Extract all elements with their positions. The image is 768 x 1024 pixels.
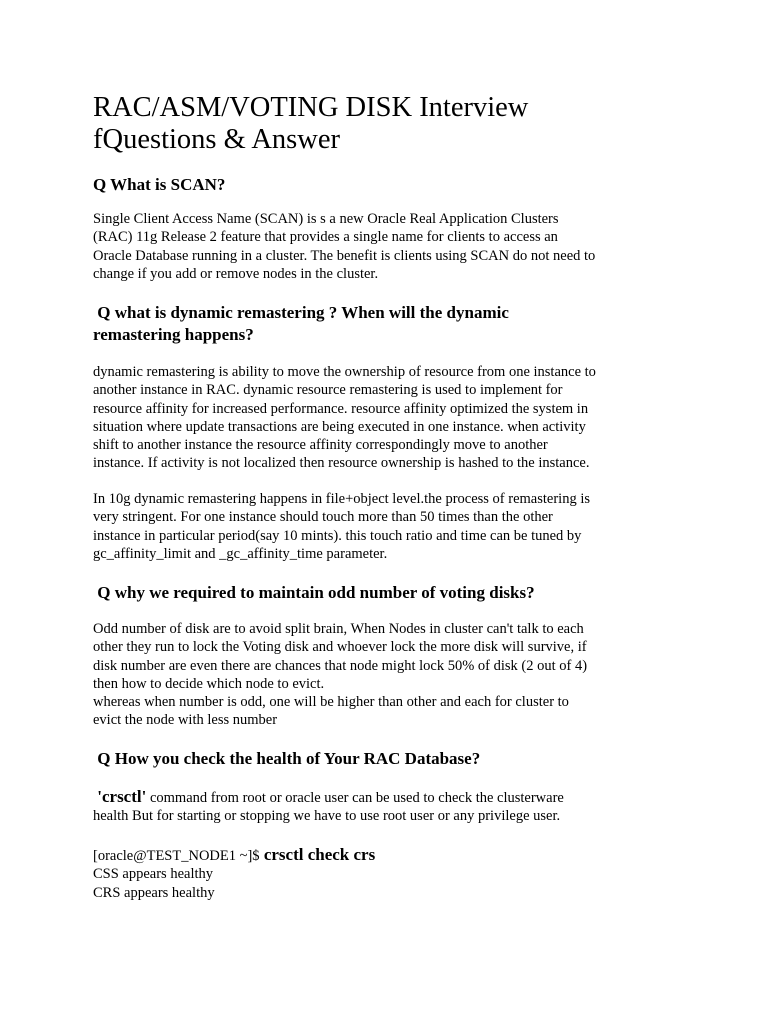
question-heading [93, 174, 225, 196]
answer-line: then how to decide which node to evict. [93, 675, 325, 692]
answer-line: (RAC) 11g Release 2 feature that provides a single name for clients to access an [93, 229, 558, 246]
answer-line: In 10g dynamic remastering happens in file+object level.the process of remastering is [93, 491, 590, 507]
terminal-command-line [93, 846, 375, 865]
question-line: Q How you check the health of Your RAC Database? [93, 749, 481, 768]
question-line: Q why we required to maintain odd number of voting disks? [93, 583, 535, 602]
question-line: remastering happens? [93, 325, 254, 344]
answer-line: Single Client Access Name (SCAN) is s a new Oracle Real Application Clusters [93, 211, 559, 227]
document-title [93, 92, 528, 156]
question-line: Q what is dynamic remastering ? When will the dynamic [93, 303, 509, 322]
question-heading [93, 302, 509, 346]
command-name: 'crsctl' [93, 787, 147, 806]
shell-prompt: [oracle@TEST_NODE1 ~]$ [93, 848, 260, 864]
title-line: fQuestions & Answer [93, 124, 340, 155]
answer-paragraph [93, 363, 596, 473]
answer-line: another instance in RAC. dynamic resource remastering is used to implement for [93, 382, 563, 399]
answer-line [93, 788, 564, 807]
answer-paragraph [93, 490, 590, 563]
answer-text: command from root or oracle user can be used to check the clusterware [146, 790, 564, 806]
question-heading [93, 748, 480, 770]
answer-line: gc_affinity_limit and _gc_affinity_time parameter. [93, 545, 388, 562]
terminal-output-line: CRS appears healthy [93, 884, 215, 901]
answer-line: instance. If activity is not localized then resource ownership is hashed to the instance. [93, 455, 590, 472]
answer-line: change if you add or remove nodes in the cluster. [93, 265, 379, 282]
answer-line: instance in particular period(say 10 mints). this touch ratio and time can be tuned by [93, 527, 582, 544]
answer-paragraph [93, 210, 595, 283]
shell-command: crsctl check crs [259, 845, 376, 864]
question-line: Q What is SCAN? [93, 175, 226, 194]
answer-line: dynamic remastering is ability to move the ownership of resource from one instance to [93, 364, 596, 380]
answer-paragraph [93, 788, 564, 826]
answer-line: Odd number of disk are to avoid split brain, When Nodes in cluster can't talk to each [93, 621, 584, 637]
terminal-session [93, 846, 375, 902]
answer-line: very stringent. For one instance should touch more than 50 times than the other [93, 509, 553, 526]
question-heading [93, 582, 535, 604]
answer-line: shift to another instance the resource affinity correspondingly move to another [93, 437, 548, 454]
answer-line: Oracle Database running in a cluster. The benefit is clients using SCAN do not need to [93, 247, 596, 264]
terminal-output-line: CSS appears healthy [93, 866, 214, 883]
answer-line: whereas when number is odd, one will be higher than other and each for cluster to [93, 694, 569, 711]
answer-line: evict the node with less number [93, 712, 278, 729]
answer-line: other they run to lock the Voting disk and whoever lock the more disk will survive, if [93, 639, 587, 656]
answer-paragraph [93, 620, 587, 730]
answer-line: situation where update transactions are being executed in one instance. when activity [93, 418, 586, 435]
answer-line: health But for starting or stopping we have to use root user or any privilege user. [93, 808, 561, 825]
answer-line: resource affinity for increased performance. resource affinity optimized the system in [93, 400, 589, 417]
answer-line: disk number are even there are chances that node might lock 50% of disk (2 out of 4) [93, 657, 588, 674]
title-line: RAC/ASM/VOTING DISK Interview [93, 92, 529, 123]
